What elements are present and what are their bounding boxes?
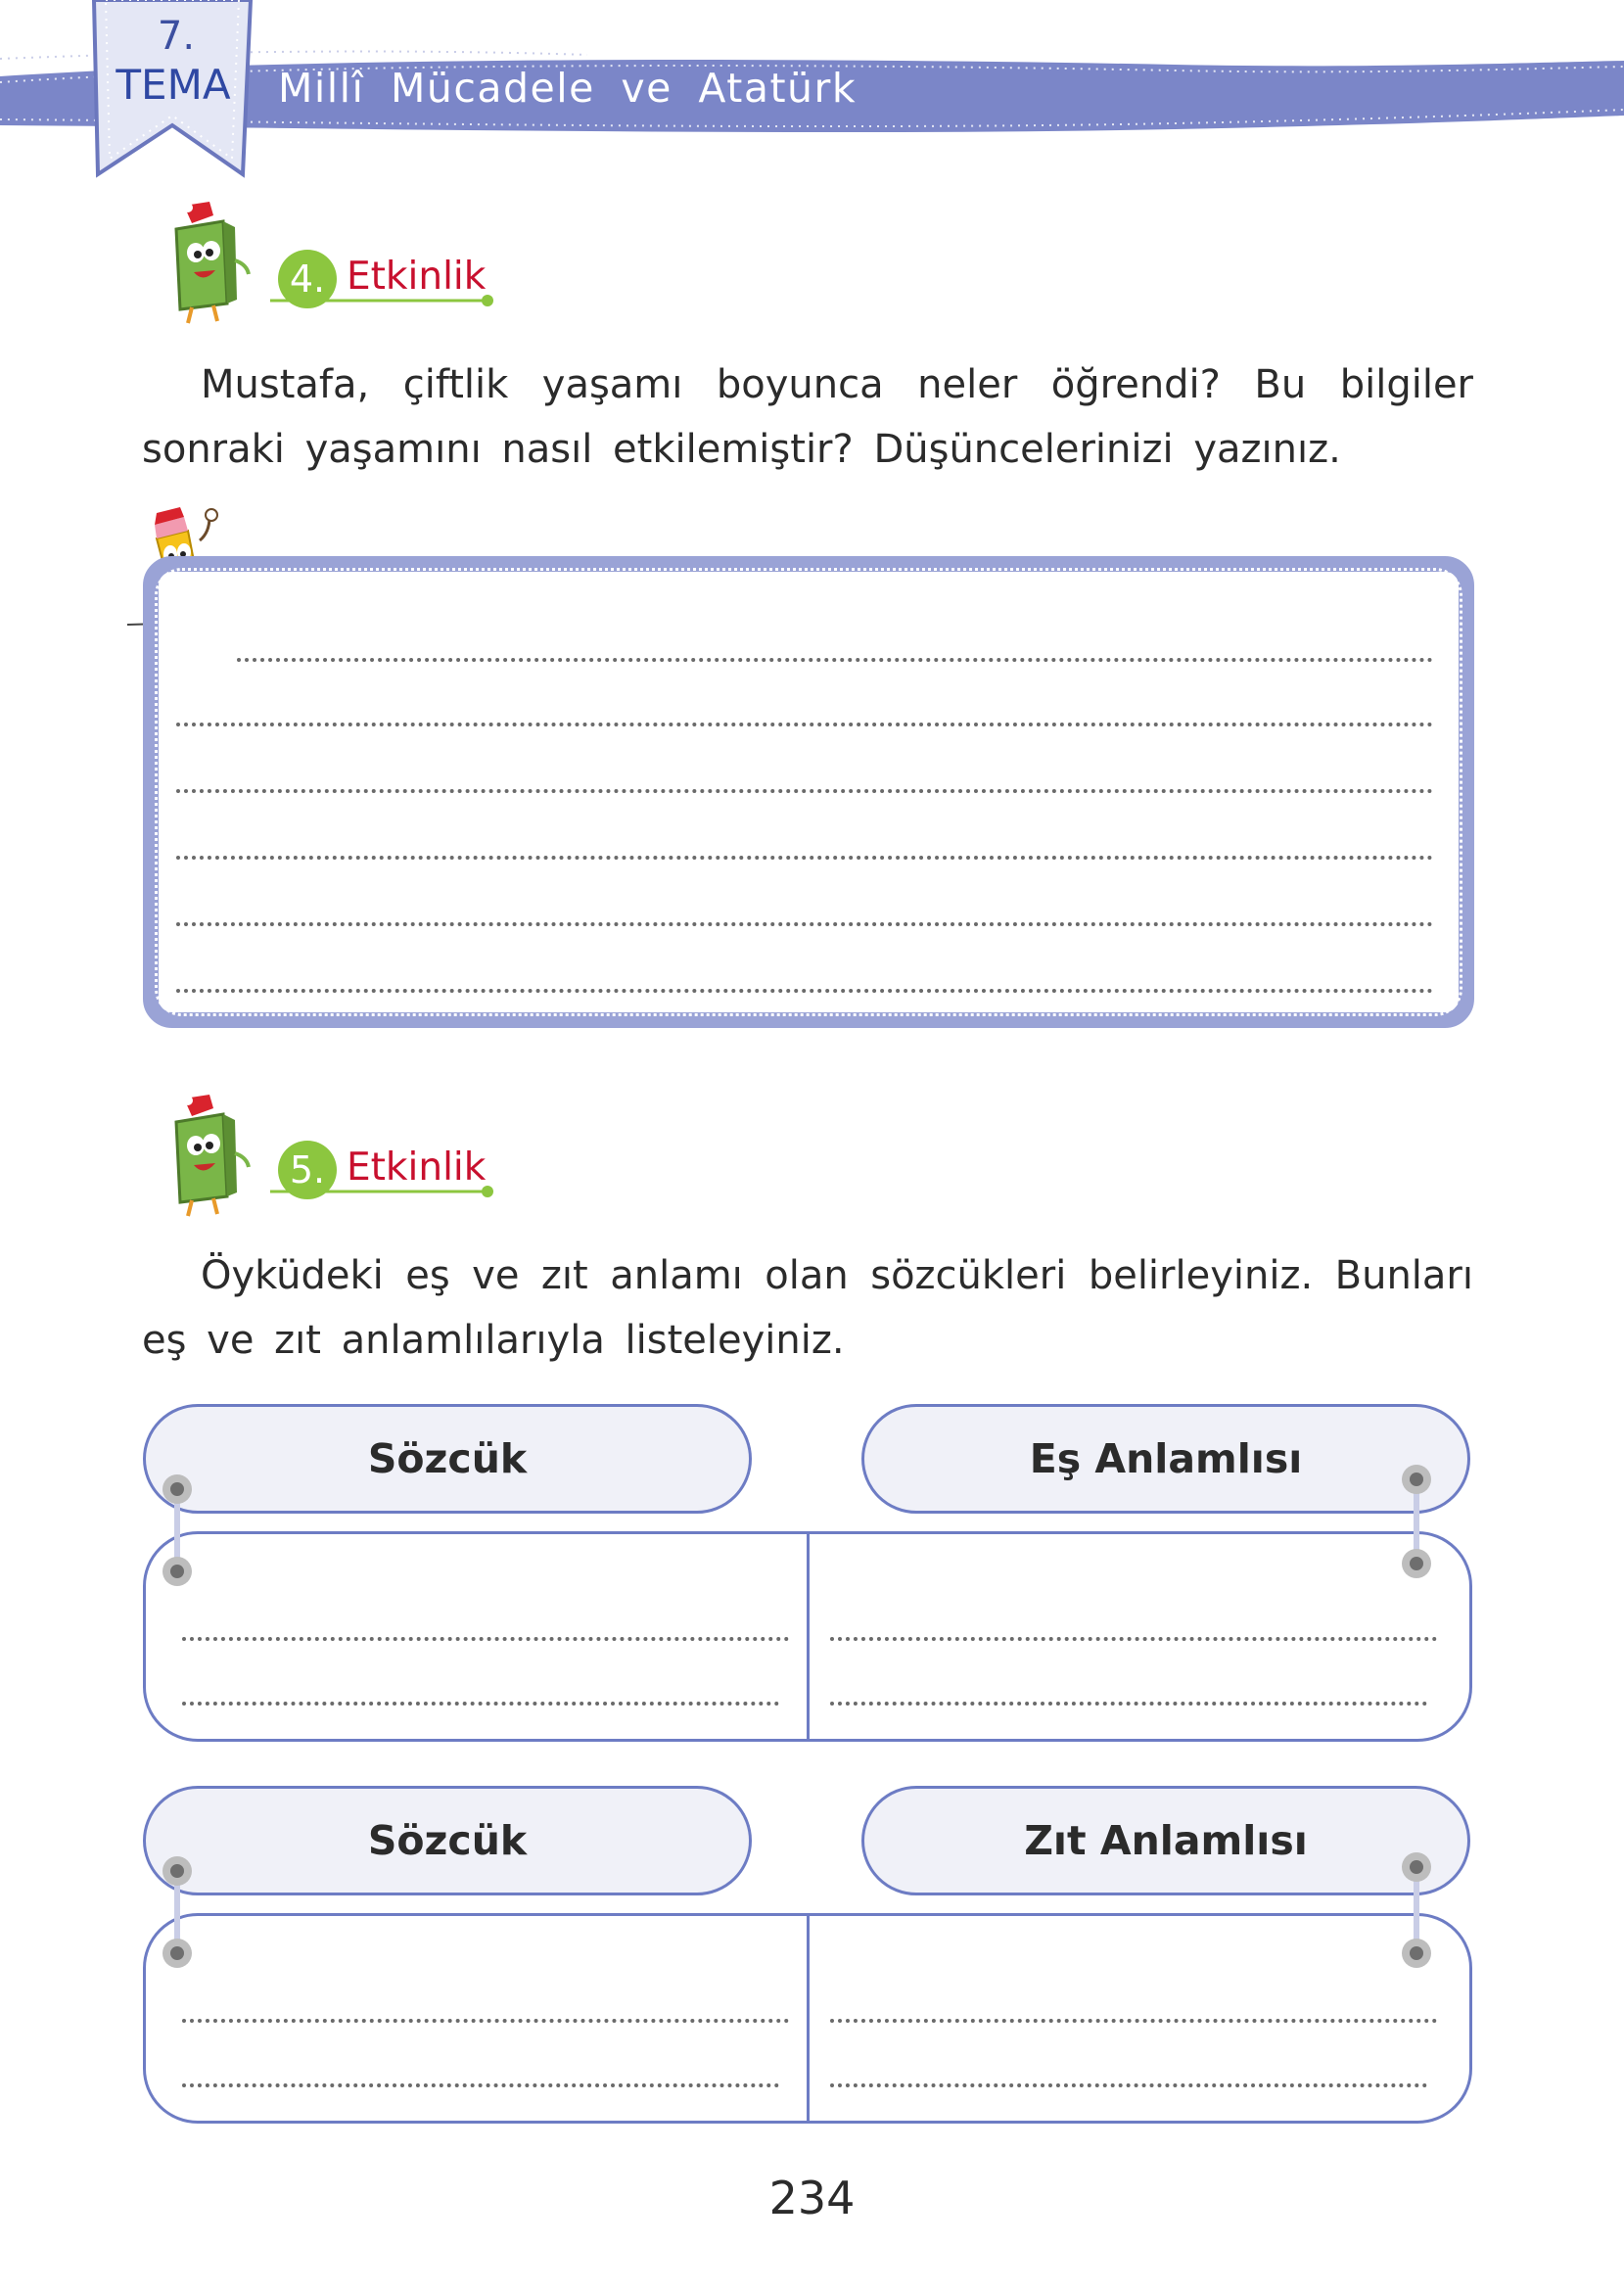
- binder-ring-icon: [162, 1856, 192, 1886]
- writing-line[interactable]: [237, 658, 1433, 662]
- column-header-word: Sözcük: [143, 1404, 752, 1514]
- activity-label: Etkinlik: [347, 1146, 487, 1190]
- binder-ring-icon: [162, 1557, 192, 1586]
- binder-ring-icon: [1402, 1852, 1431, 1882]
- theme-title: Millî Mücadele ve Atatürk: [278, 65, 858, 112]
- book-mascot-icon: [162, 1095, 251, 1222]
- binder-ring-icon: [162, 1939, 192, 1968]
- activity-number: 4.: [278, 250, 337, 308]
- binder-ring-icon: [1402, 1939, 1431, 1968]
- book-mascot-icon: [162, 202, 251, 329]
- column-header-antonym: Zıt Anlamlısı: [861, 1786, 1470, 1895]
- table-input-line[interactable]: [830, 2019, 1437, 2023]
- table-input-line[interactable]: [830, 2083, 1427, 2087]
- table-input-line[interactable]: [182, 1702, 779, 1706]
- binder-ring-icon: [1402, 1465, 1431, 1494]
- column-header-synonym: Eş Anlamlısı: [861, 1404, 1470, 1514]
- activity-instruction: Öyküdeki eş ve zıt anlamı olan sözcükleri belirleyiniz. Bunları eş ve zıt anlamlılarıyla listeleyiniz.: [142, 1253, 1473, 1363]
- writing-line[interactable]: [176, 922, 1433, 926]
- theme-number: 7.: [157, 14, 196, 59]
- table-input-line[interactable]: [182, 2019, 789, 2023]
- activity-label: Etkinlik: [347, 255, 487, 299]
- writing-line[interactable]: [176, 723, 1433, 726]
- table-input-line[interactable]: [182, 2083, 779, 2087]
- table-input-line[interactable]: [182, 1637, 789, 1641]
- table-divider: [807, 1913, 810, 2124]
- activity-instruction: Mustafa, çiftlik yaşamı boyunca neler öğrendi? Bu bilgiler sonraki yaşamını nasıl etkilemiştir? Düşüncelerinizi yazınız.: [142, 362, 1473, 472]
- binder-ring-icon: [1402, 1549, 1431, 1578]
- table-divider: [807, 1531, 810, 1742]
- table-input-line[interactable]: [830, 1702, 1427, 1706]
- table-input-line[interactable]: [830, 1637, 1437, 1641]
- writing-line[interactable]: [176, 856, 1433, 860]
- writing-line[interactable]: [176, 789, 1433, 793]
- page-number: 234: [768, 2172, 856, 2224]
- theme-word: TEMA: [116, 61, 231, 109]
- binder-ring-icon: [162, 1474, 192, 1504]
- column-header-word: Sözcük: [143, 1786, 752, 1895]
- activity-number: 5.: [278, 1141, 337, 1199]
- writing-line[interactable]: [176, 989, 1433, 993]
